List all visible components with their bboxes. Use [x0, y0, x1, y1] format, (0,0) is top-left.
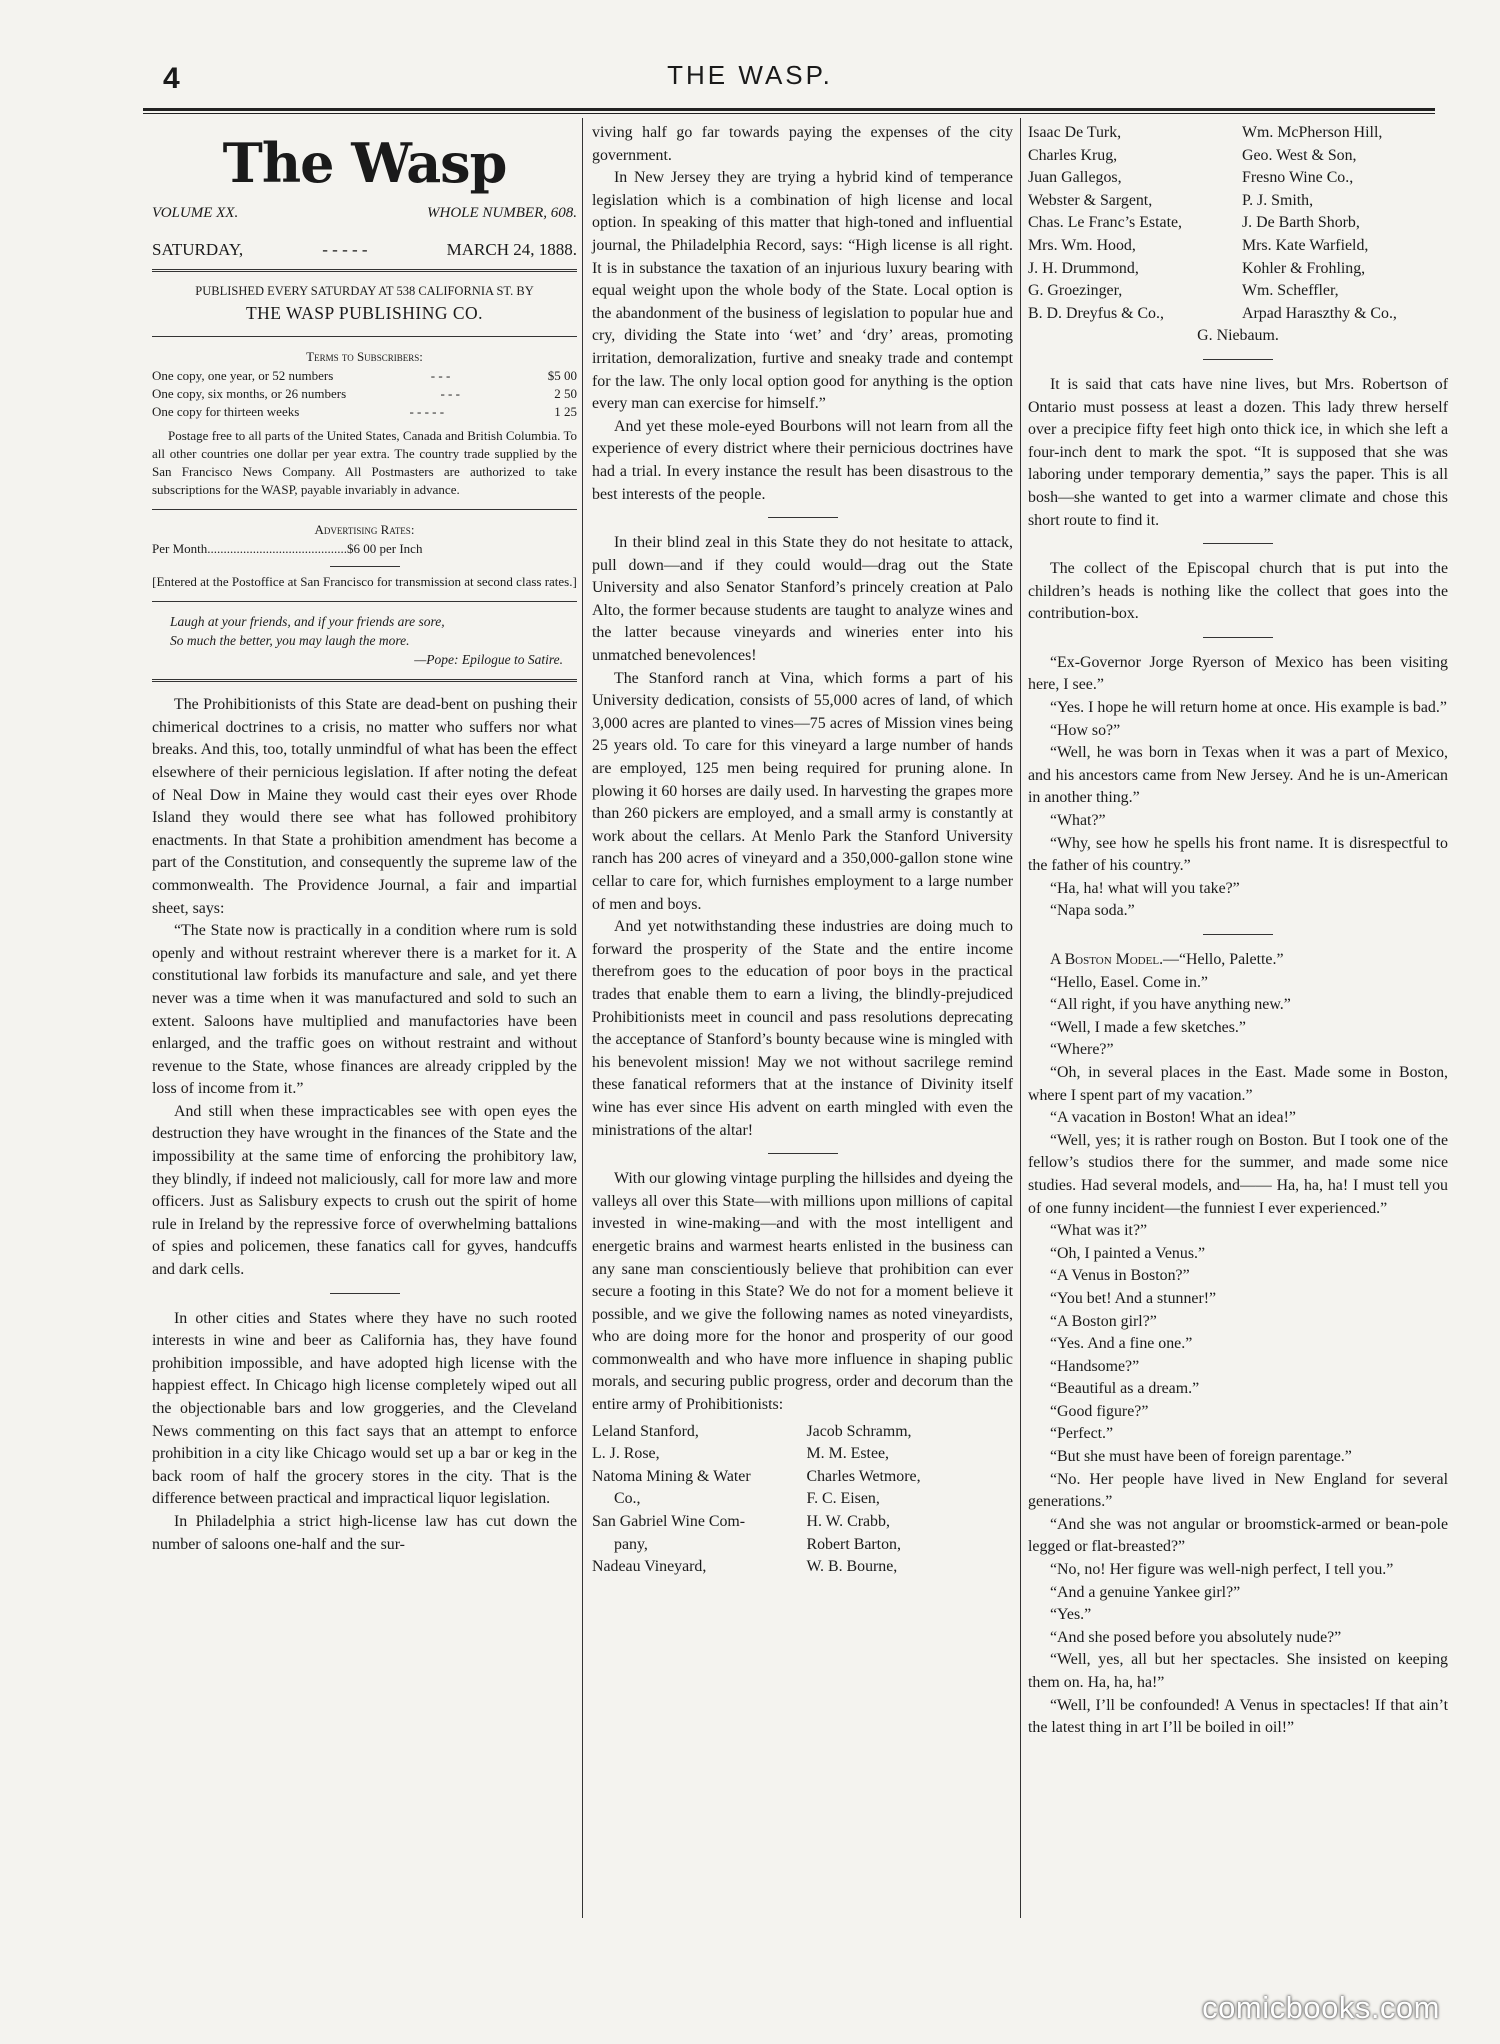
list-item: B. D. Dreyfus & Co., [1028, 304, 1164, 322]
publisher-name: THE WASP PUBLISHING CO. [152, 300, 577, 337]
list-item: San Gabriel Wine Com- [592, 1513, 746, 1531]
dialogue-line: “Yes. And a fine one.” [1050, 1335, 1193, 1353]
list-item: Juan Gallegos, [1028, 169, 1122, 187]
column-divider-1 [582, 118, 583, 1918]
dialogue-line: “You bet! And a stunner!” [1050, 1289, 1217, 1307]
dialogue-line: “And a genuine Yankee girl?” [1050, 1583, 1241, 1601]
terms-heading: Terms to Subscribers: [306, 349, 423, 365]
list-item: F. C. Eisen, [806, 1490, 880, 1508]
divider [330, 566, 400, 567]
column-3 [1028, 122, 1448, 1740]
advertising-rate: Per Month...........................................$6 00 per Inch [152, 541, 423, 557]
epigraph-line: So much the better, you may laugh the more. [170, 633, 410, 649]
paragraph: In other cities and States where they have no such rooted interests in wine and beer as California has, they have found prohibition impossible, and have adopted high license with the happiest effect. In Chicago high license completely wiped out all the objectionable bars and low groggeries, and the Cleveland News commenting on this fact says that an attempt to enforce prohibition in a city like Chicago would set up a bar or keg in the back room of half the grocery stores in the city. That is the difference between practical and impractical liquor legislation. [152, 1309, 577, 1508]
paragraph: The Stanford ranch at Vina, which forms a part of his University dedication, consists of 55,000 acres of land, of which 3,000 acres are planted to vines—75 acres of Mission vines being 25 years old. To care for this vineyard a large number of hands are employed, 125 men being required for pruning alone. In plowing it 60 horses are daily used. In harvesting the grapes more than 260 pickers are employed, and a small army is constantly at work about the cellars. At Menlo Park the Stanford University ranch has 200 acres of vineyard and a 350,000-gallon stone wine cellar to care for, which furnishes employment to a large number of men and boys. [592, 669, 1013, 913]
header-rule-thin [143, 113, 1435, 114]
dialogue-line: “Where?” [1050, 1041, 1114, 1059]
list-item: Co., [614, 1490, 641, 1508]
paragraph: And still when these impracticables see with open eyes the destruction they have wrought in the finances of the State and the impossibility at the same time of enforcing the prohibitory law, they blindly, if indeed not maliciously, call for more law and more officers. Just as Salisbury expects to crush out the spirit of home rule in Ireland by the repressive force of overwhelming battalions of spies and policemen, these fanatics call for gyves, handcuffs and dark cells. [152, 1102, 577, 1279]
terms-list [152, 367, 577, 421]
running-title: THE WASP. [667, 60, 833, 90]
dialogue-line: “And she was not angular or broomstick-armed or bean-pole legged or flat-breasted?” [1028, 1515, 1448, 1556]
postage-notice: Postage free to all parts of the United States, Canada and British Columbia. To all other countries one dollar per year extra. The country trade supplied by the San Francisco News Company. All Postmasters are authorized to take subscriptions for the WASP, payable invariably in advance. [152, 427, 577, 510]
epigraph [152, 602, 577, 682]
list-item: J. De Barth Shorb, [1242, 214, 1360, 232]
dialogue-line: “Handsome?” [1050, 1357, 1140, 1375]
list-item: W. B. Bourne, [806, 1558, 898, 1576]
divider [1203, 359, 1273, 360]
list-item: Mrs. Kate Warfield, [1242, 236, 1369, 254]
list-item: G. Niebaum. [1197, 327, 1279, 345]
list-item: Mrs. Wm. Hood, [1028, 236, 1136, 254]
volume: VOLUME XX. [152, 205, 239, 221]
list-item: Robert Barton, [806, 1535, 901, 1553]
entered-notice: [Entered at the Postoffice at San Francisco for transmission at second class rates.] [152, 573, 577, 602]
dialogue-line: “Yes.” [1050, 1606, 1092, 1624]
divider [768, 517, 838, 518]
dialogue-line: “Well, I’ll be confounded! A Venus in spectacles! If that ain’t the latest thing in art I’ll be boiled in oil!” [1028, 1696, 1448, 1737]
dialogue-line: “But she must have been of foreign parentage.” [1050, 1448, 1352, 1466]
divider [1203, 934, 1273, 935]
list-item: Geo. West & Son, [1242, 146, 1357, 164]
list-item: Chas. Le Franc’s Estate, [1028, 214, 1183, 232]
vineyardist-list-continued [1028, 122, 1448, 348]
paragraph: It is said that cats have nine lives, but Mrs. Robertson of Ontario must possess at least a dozen. This lady threw herself over a precipice fifty feet high onto thick ice, in which she left a four-inch dent to mark the spot. “It is supposed that she was laboring under temporary dementia,” says the paper. This is all bosh—she wanted to get into a warmer climate and chose this short route to find it. [1028, 375, 1448, 529]
masthead-title: The Wasp [222, 131, 507, 195]
header-rule [143, 108, 1435, 111]
paragraph: And yet these mole-eyed Bourbons will not learn from all the experience of every district where their pernicious doctrines have had a trial. In every instance the result has been disastrous to the best interests of the people. [592, 417, 1013, 503]
list-item: Fresno Wine Co., [1242, 169, 1354, 187]
dialogue-line: “Napa soda.” [1050, 902, 1135, 920]
list-item: H. W. Crabb, [806, 1513, 890, 1531]
vineyardist-list [592, 1421, 1013, 1579]
divider [330, 1293, 400, 1294]
dialogue-line: “A vacation in Boston! What an idea!” [1050, 1109, 1296, 1127]
volume-line [152, 202, 577, 225]
paragraph: The Prohibitionists of this State are dead-bent on pushing their chimerical doctrines to a crisis, no matter who suffers nor what breaks. And this, too, totally unmindful of what has been the effect elsewhere of their pernicious legislation. If after noting the defeat of Neal Dow in Maine they would cast their eyes over Rhode Island they would there see what has followed prohibitory enactments. In that State a prohibition amendment has become a part of the Constitution, and consequently the supreme law of the commonwealth. The Providence Journal, a fair and impartial sheet, says: [152, 696, 577, 917]
day: SATURDAY, [152, 239, 244, 259]
dialogue-line: “Good figure?” [1050, 1402, 1149, 1420]
section-label: A Boston Model. [1050, 951, 1164, 968]
list-item: Kohler & Frohling, [1242, 259, 1366, 277]
paragraph: “The State now is practically in a condition where rum is sold openly and without restraint wherever there is a market for it. A constitutional law forbids its manufacture and sale, and yet there never was a time when it was manufactured and sold to such an extent. Saloons have multiplied and manufactories have been enlarged, and the traffic goes on without restraint and without revenue to the State, whose finances are already crippled by the loss of income from it.” [152, 922, 577, 1098]
epigraph-attribution: —Pope: Epilogue to Satire. [414, 652, 563, 668]
dialogue-line: “No, no! Her figure was well-nigh perfect, I tell you.” [1050, 1561, 1394, 1579]
list-item: Webster & Sargent, [1028, 191, 1153, 209]
list-item: P. J. Smith, [1242, 191, 1314, 209]
dialogue-line: “Well, he was born in Texas when it was a part of Mexico, and his ancestors came from New Jersey. And he is un-American in another thing.” [1028, 744, 1448, 807]
list-item: Jacob Schramm, [806, 1422, 912, 1440]
list-item: G. Groezinger, [1028, 282, 1123, 300]
list-item: Wm. McPherson Hill, [1242, 124, 1383, 141]
dialogue-line: “A Boston girl?” [1050, 1312, 1157, 1330]
paragraph: viving half go far towards paying the expenses of the city government. [592, 124, 1013, 164]
dialogue-line: “Ha, ha! what will you take?” [1050, 879, 1240, 897]
dialogue-line: “What?” [1050, 812, 1106, 830]
dateline-dashes: - - - - - [322, 239, 368, 259]
list-item: Charles Krug, [1028, 146, 1118, 164]
column-divider-2 [1020, 118, 1021, 1918]
list-item: Nadeau Vineyard, [592, 1558, 707, 1576]
divider [768, 1153, 838, 1154]
column-1 [152, 122, 577, 1556]
list-item: Charles Wetmore, [806, 1467, 921, 1485]
term-row: One copy, one year, or 52 numbers - - - $5 00 [152, 368, 577, 384]
dialogue-line: “Yes. I hope he will return home at once. His example is bad.” [1050, 699, 1447, 717]
advertising-heading: Advertising Rates: [314, 522, 415, 538]
dialogue-line: —“Hello, Palette.” [1163, 951, 1284, 968]
dialogue-line: “Perfect.” [1050, 1425, 1114, 1443]
epigraph-line: Laugh at your friends, and if your friends are sore, [170, 614, 445, 630]
whole-number: WHOLE NUMBER, 608. [427, 205, 577, 221]
dateline [152, 239, 577, 273]
term-row: One copy, six months, or 26 numbers - - - 2 50 [152, 386, 577, 402]
paragraph: In Philadelphia a strict high-license law has cut down the number of saloons one-half and the sur- [152, 1512, 577, 1553]
paragraph [1028, 949, 1448, 972]
list-item: Natoma Mining & Water [592, 1467, 751, 1485]
paragraph: With our glowing vintage purpling the hillsides and dyeing the valleys all over this State—with millions upon millions of capital invested in wine-making—and with the most intelligent and energetic brains and warmest hearts enlisted in the business can any sane man conscientiously believe that prohibition can ever secure a footing in this State? We do not for a moment believe it possible, and we give the following names as noted vineyardists, who are doing more for the honor and prosperity of our good commonwealth and who have more influence in shaping public morals, and securing public progress, order and decorum than the entire army of Prohibitionists: [592, 1170, 1013, 1414]
dialogue-line: “Beautiful as a dream.” [1050, 1380, 1200, 1398]
paragraph: The collect of the Episcopal church that is put into the children’s heads is nothing like the collect that goes into the contribution-box. [1028, 560, 1448, 623]
dialogue-line: “All right, if you have anything new.” [1050, 996, 1291, 1014]
page-number: 4 [163, 62, 180, 95]
divider [1203, 543, 1273, 544]
list-item: Leland Stanford, [592, 1422, 699, 1440]
column-2 [592, 122, 1013, 1579]
dialogue-ryerson [1028, 652, 1448, 923]
dialogue-line: “What was it?” [1050, 1222, 1148, 1240]
dialogue-boston-model [1028, 972, 1448, 1740]
list-item: pany, [614, 1535, 648, 1553]
divider [1203, 637, 1273, 638]
dialogue-line: “A Venus in Boston?” [1050, 1267, 1190, 1285]
dialogue-line: “Well, yes; it is rather rough on Boston. But I took one of the fellow’s studios there for the summer, and made some nice studies. Had several models, and—— Ha, ha, ha! I must tell you of one funny incident—the funniest I ever experienced.” [1028, 1131, 1448, 1217]
dialogue-line: “Well, yes, all but her spectacles. She insisted on keeping them on. Ha, ha, ha!” [1028, 1651, 1448, 1691]
list-item: M. M. Estee, [806, 1445, 890, 1463]
dialogue-line: “No. Her people have lived in New England for several generations.” [1028, 1470, 1448, 1511]
issue-date: MARCH 24, 1888. [446, 239, 577, 259]
paragraph: In New Jersey they are trying a hybrid kind of temperance legislation which is a combination of high license and local option. In speaking of this matter that high-toned and influential journal, the Philadelphia Record, says: “High license is all right. It is in substance the taxation of an injurious luxury bearing with equal weight upon the whole body of the State. Local option is the abandonment of the business of legislation to popular hue and cry, dividing the State into ‘wet’ and ‘dry’ areas, promoting irritation, demoralization, furtive and sneaky trade and contempt for the law. The only local option good for anything is the option every man can exercise for himself.” [592, 169, 1013, 413]
watermark: comicbooks.com [1202, 1990, 1440, 2025]
list-item: L. J. Rose, [592, 1445, 660, 1463]
published-line: PUBLISHED EVERY SATURDAY AT 538 CALIFORNIA ST. BY [195, 284, 534, 299]
dialogue-line: “Oh, in several places in the East. Made some in Boston, where I spent part of my vacation.” [1028, 1063, 1448, 1104]
paragraph: In their blind zeal in this State they do not hesitate to attack, pull down—and if they could would—drag out the State University and also Senator Stanford’s princely creation at Palo Alto, the former because students are taught to analyze wines and the latter because vineyards and wineries enter into his unmatched benevolences! [592, 534, 1013, 665]
list-item: J. H. Drummond, [1028, 259, 1139, 277]
dialogue-line: “Oh, I painted a Venus.” [1050, 1244, 1206, 1262]
dialogue-line: “How so?” [1050, 721, 1121, 739]
dialogue-line: “Well, I made a few sketches.” [1050, 1018, 1246, 1036]
dialogue-line: “Why, see how he spells his front name. It is disrespectful to the father of his country.” [1028, 834, 1448, 875]
term-row: One copy for thirteen weeks - - - - - 1 25 [152, 404, 577, 420]
dialogue-line: “And she posed before you absolutely nude?” [1050, 1628, 1342, 1646]
dialogue-line: “Ex-Governor Jorge Ryerson of Mexico has been visiting here, I see.” [1028, 653, 1448, 694]
list-item: Isaac De Turk, [1028, 124, 1122, 141]
list-item: Arpad Haraszthy & Co., [1242, 304, 1397, 322]
paragraph: And yet notwithstanding these industries are doing much to forward the prosperity of the State and the entire income therefrom goes to the education of poor boys in the practical trades that enable them to earn a living, the blindly-prejudiced Prohibitionists meet in council and pass resolutions deprecating the acceptance of Stanford’s bounty because wine is mingled with his benevolent mission! May we not without sacrilege remind these fanatical reformers that at the instance of Divinity itself wine has ever since His advent on earth mingled with even the ministrations of the altar! [592, 918, 1013, 1139]
list-item: Wm. Scheffler, [1242, 282, 1339, 300]
dialogue-line: “Hello, Easel. Come in.” [1050, 973, 1208, 991]
